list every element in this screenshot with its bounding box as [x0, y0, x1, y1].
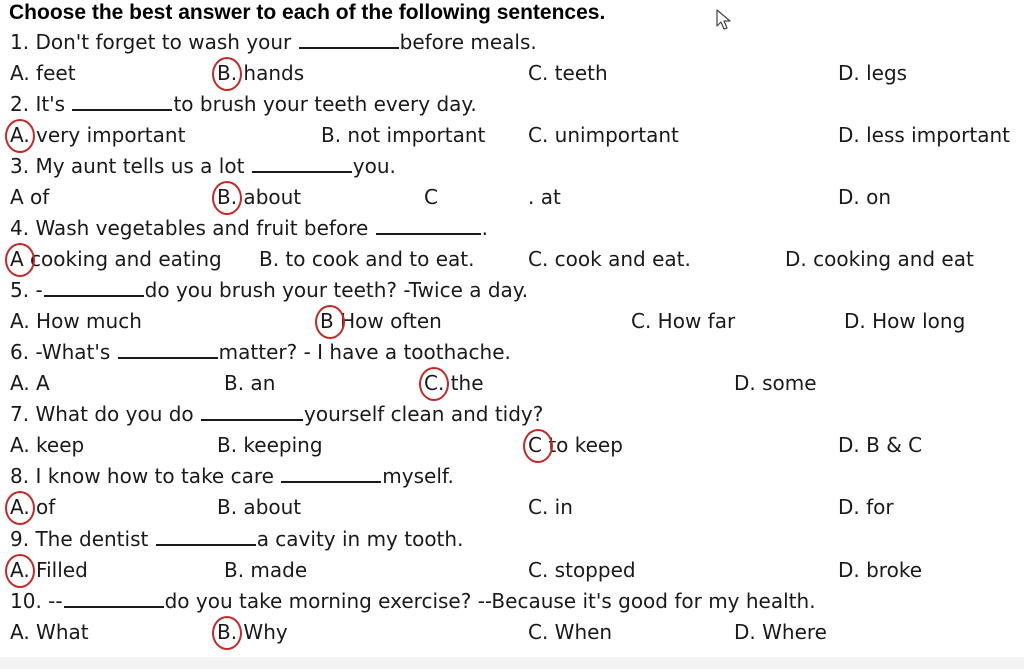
- answer-blank: [72, 89, 172, 111]
- question-text: 2. It's: [10, 92, 72, 116]
- question-text: .: [481, 216, 488, 240]
- answer-blank: [299, 27, 399, 49]
- question-6: [10, 337, 511, 368]
- question-2: [10, 89, 477, 120]
- option-c[interactable]: C. cook and eat.: [528, 247, 691, 271]
- page-footer-strip: [0, 657, 1024, 669]
- question-text: 10. --: [10, 589, 63, 613]
- question-10: [10, 586, 816, 617]
- option-d[interactable]: D. How long: [844, 309, 966, 333]
- question-text: 9. The dentist: [10, 527, 155, 551]
- answer-blank: [201, 399, 303, 421]
- option-d[interactable]: D. broke: [838, 558, 923, 582]
- question-text: 6. -What's: [10, 340, 117, 364]
- question-9: [10, 524, 463, 555]
- question-text: 3. My aunt tells us a lot: [10, 154, 251, 178]
- option-b[interactable]: B. keeping: [217, 433, 323, 457]
- option-a[interactable]: A. What: [10, 620, 89, 644]
- option-c-text[interactable]: . at: [528, 185, 561, 209]
- question-text: do you brush your teeth? -Twice a day.: [144, 278, 529, 302]
- option-a[interactable]: A. A: [10, 371, 50, 395]
- option-d[interactable]: D. legs: [838, 61, 908, 85]
- option-a[interactable]: A. feet: [10, 61, 76, 85]
- option-b[interactable]: B. hands: [217, 58, 304, 89]
- question-text: before meals.: [399, 30, 537, 54]
- option-d[interactable]: D. on: [838, 185, 892, 209]
- option-c[interactable]: C to keep: [528, 430, 623, 461]
- option-d[interactable]: D. some: [734, 371, 817, 395]
- option-b[interactable]: B How often: [320, 306, 442, 337]
- option-c[interactable]: C. teeth: [528, 61, 608, 85]
- option-d[interactable]: D. cooking and eat: [785, 247, 974, 271]
- option-c[interactable]: C. stopped: [528, 558, 636, 582]
- option-d[interactable]: D. B & C: [838, 433, 923, 457]
- option-c[interactable]: C. When: [528, 620, 613, 644]
- answer-blank: [376, 213, 481, 235]
- option-c[interactable]: C. the: [424, 368, 484, 399]
- question-4: [10, 213, 488, 244]
- question-text: 1. Don't forget to wash your: [10, 30, 298, 54]
- question-3: [10, 151, 396, 182]
- option-c[interactable]: C: [424, 185, 438, 209]
- option-d[interactable]: D. less important: [838, 123, 1010, 147]
- answer-blank: [252, 151, 352, 173]
- question-8: [10, 461, 454, 492]
- option-b[interactable]: B. about: [217, 495, 302, 519]
- question-text: 7. What do you do: [10, 402, 201, 426]
- option-a[interactable]: A. very important: [10, 120, 185, 151]
- option-d[interactable]: D. Where: [734, 620, 827, 644]
- question-text: myself.: [382, 464, 454, 488]
- option-b[interactable]: B. not important: [321, 123, 486, 147]
- option-b[interactable]: B. to cook and to eat.: [259, 247, 475, 271]
- answer-blank: [156, 524, 256, 546]
- question-text: 8. I know how to take care: [10, 464, 281, 488]
- option-b[interactable]: B. an: [224, 371, 276, 395]
- option-c[interactable]: C. How far: [631, 309, 736, 333]
- page-title: Choose the best answer to each of the following sentences.: [9, 1, 606, 24]
- question-text: 5. -: [10, 278, 43, 302]
- option-a[interactable]: A. How much: [10, 309, 142, 333]
- question-text: to brush your teeth every day.: [173, 92, 477, 116]
- answer-blank: [64, 586, 164, 608]
- answer-blank: [44, 275, 144, 297]
- option-b[interactable]: B. about: [217, 182, 301, 213]
- option-a[interactable]: A of: [10, 185, 50, 209]
- question-5: [10, 275, 528, 306]
- option-a[interactable]: A. keep: [10, 433, 85, 457]
- question-text: matter? - I have a toothache.: [218, 340, 511, 364]
- option-a[interactable]: A. of: [10, 492, 55, 523]
- option-c[interactable]: C. in: [528, 495, 573, 519]
- question-text: 4. Wash vegetables and fruit before: [10, 216, 375, 240]
- question-text: yourself clean and tidy?: [304, 402, 544, 426]
- answer-blank: [281, 461, 381, 483]
- question-7: [10, 399, 543, 430]
- option-c[interactable]: C. unimportant: [528, 123, 679, 147]
- mouse-pointer-icon: [716, 9, 732, 31]
- question-text: you.: [352, 154, 396, 178]
- option-b[interactable]: B. made: [224, 558, 308, 582]
- option-d[interactable]: D. for: [838, 495, 894, 519]
- option-b[interactable]: B. Why: [217, 617, 288, 648]
- answer-blank: [118, 337, 218, 359]
- option-a[interactable]: A cooking and eating: [10, 244, 222, 275]
- question-1: [10, 27, 537, 58]
- question-text: do you take morning exercise? --Because it's good for my health.: [164, 589, 816, 613]
- question-text: a cavity in my tooth.: [256, 527, 464, 551]
- option-a[interactable]: A. Filled: [10, 555, 88, 586]
